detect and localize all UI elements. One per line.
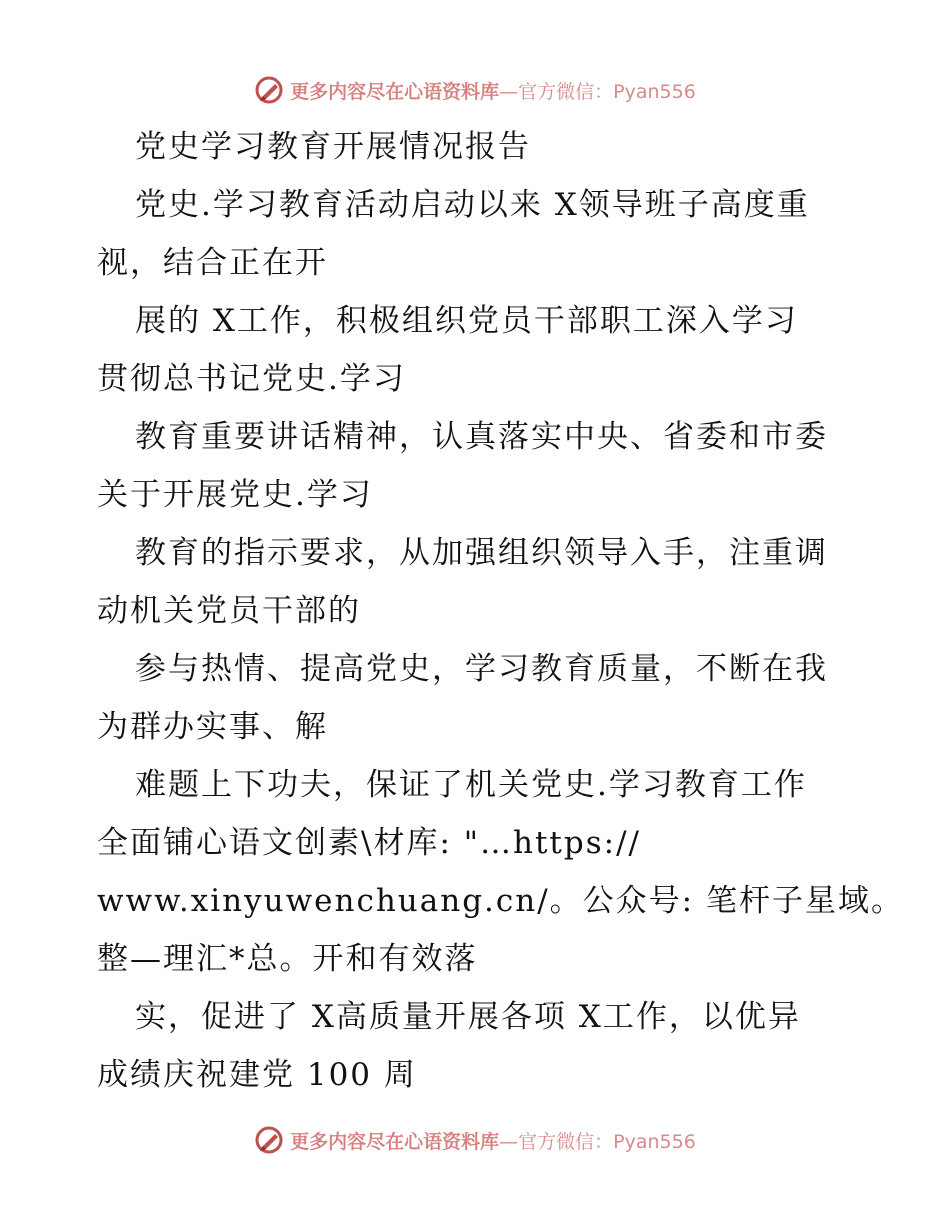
document-body bbox=[97, 118, 904, 1104]
watermark-text bbox=[290, 1127, 696, 1154]
watermark-separator: — bbox=[499, 80, 519, 103]
paragraph-line: 全面铺心语文创素\材库: "…https:// bbox=[97, 825, 641, 861]
paragraph-line: www.xinyuwenchuang.cn/。公众号: 笔杆子星域。 bbox=[97, 883, 904, 919]
paragraph-line: 教育重要讲话精神，认真落实中央、省委和市委 bbox=[135, 419, 828, 455]
watermark-brand: 更多内容尽在心语资料库 bbox=[290, 80, 500, 103]
watermark-contact: 官方微信：Pyan556 bbox=[518, 1130, 696, 1153]
pen-logo-icon bbox=[254, 75, 284, 105]
paragraph-line: 为群办实事、解 bbox=[97, 709, 328, 745]
watermark-header bbox=[0, 70, 950, 110]
watermark-brand: 更多内容尽在心语资料库 bbox=[290, 1130, 500, 1153]
paragraph-line: 展的 X工作，积极组织党员干部职工深入学习 bbox=[135, 303, 798, 339]
paragraph-line: 贯彻总书记党史.学习 bbox=[97, 361, 406, 397]
document-title: 党史学习教育开展情况报告 bbox=[135, 129, 531, 165]
watermark-footer bbox=[0, 1120, 950, 1160]
paragraph-line: 参与热情、提高党史，学习教育质量，不断在我 bbox=[135, 651, 828, 687]
paragraph-line: 关于开展党史.学习 bbox=[97, 477, 373, 513]
paragraph-line: 成绩庆祝建党 100 周 bbox=[97, 1057, 417, 1093]
watermark-separator: — bbox=[499, 1130, 519, 1153]
watermark-contact: 官方微信：Pyan556 bbox=[518, 80, 696, 103]
paragraph-line: 党史.学习教育活动启动以来 X领导班子高度重 bbox=[135, 187, 810, 223]
paragraph-line: 教育的指示要求，从加强组织领导入手，注重调 bbox=[135, 535, 828, 571]
paragraph-line: 难题上下功夫，保证了机关党史.学习教育工作 bbox=[135, 767, 807, 803]
paragraph-line: 实，促进了 X高质量开展各项 X工作，以优异 bbox=[135, 999, 801, 1035]
watermark-text bbox=[290, 77, 696, 104]
paragraph-line: 视，结合正在开 bbox=[97, 245, 328, 281]
paragraph-line: 动机关党员干部的 bbox=[97, 593, 361, 629]
pen-logo-icon bbox=[254, 1125, 284, 1155]
paragraph-line: 整—理汇*总。开和有效落 bbox=[97, 941, 478, 977]
